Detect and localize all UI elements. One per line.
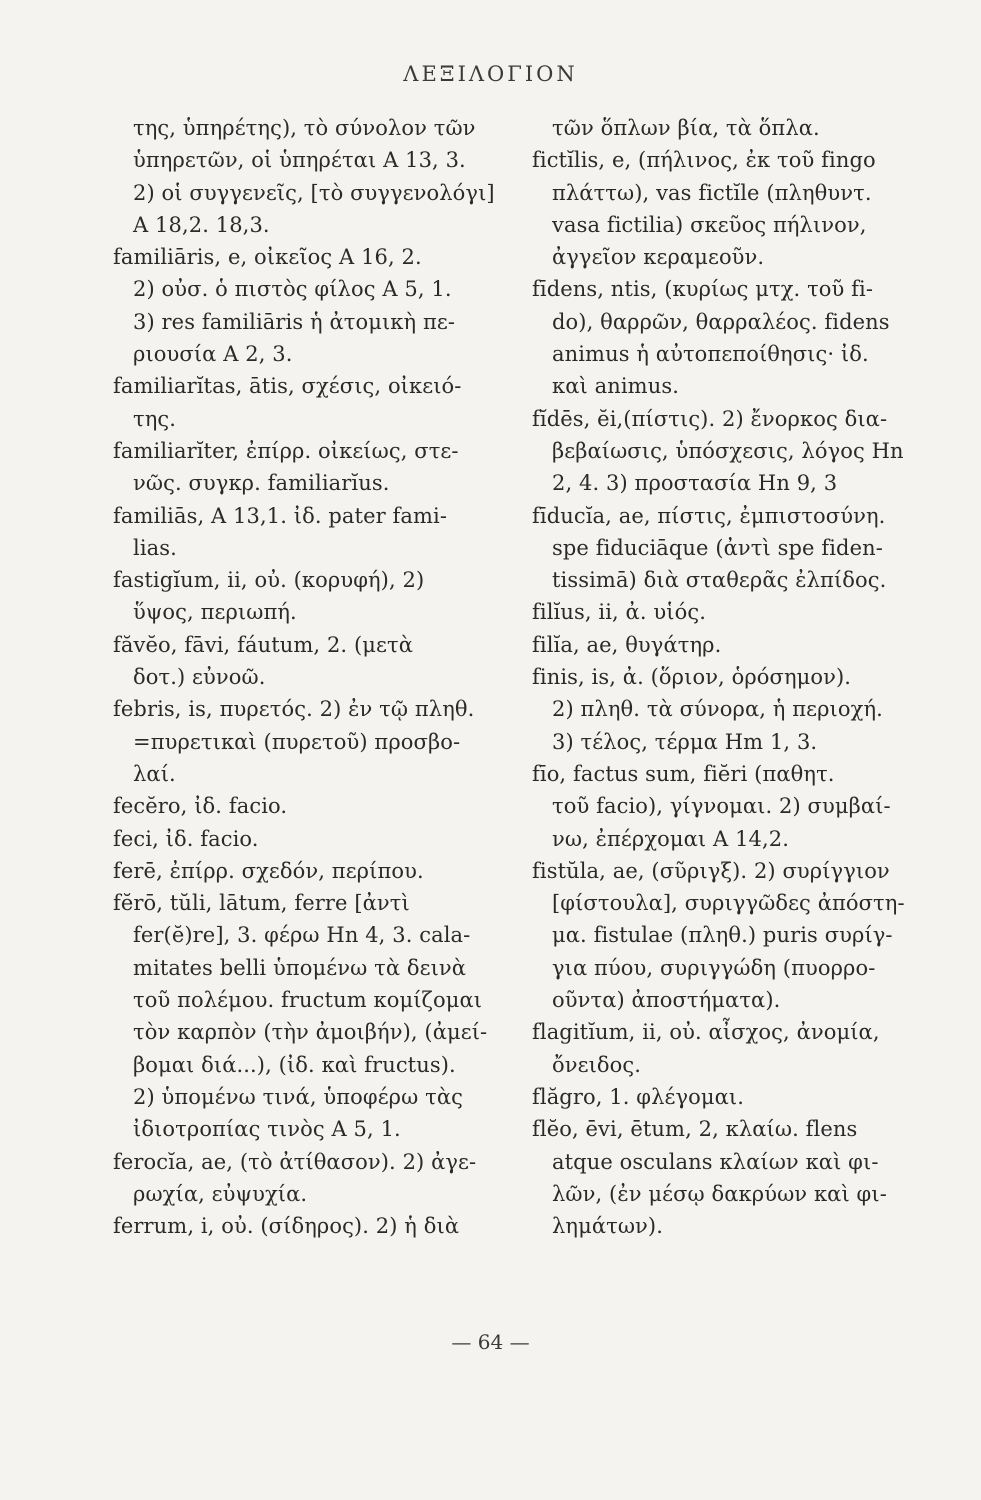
dictionary-line: ἰδιοτροπίας τινὸς Α 5, 1. <box>133 1117 401 1142</box>
dictionary-line: 2) ὑπομένω τινά, ὑποφέρω τὰς <box>133 1084 463 1109</box>
dictionary-line: fer(ĕ)re], 3. φέρω Ηn 4, 3. cala- <box>133 923 471 948</box>
dictionary-line: fīducĭa, ae, πίστις, ἐμπιστοσύνη. <box>532 503 886 528</box>
page-header-title: ΛΕΞΙΛΟΓΙΟΝ <box>403 62 578 86</box>
dictionary-line: ὕψος, περιωπή. <box>133 600 297 625</box>
dictionary-line: ριουσία Α 2, 3. <box>133 342 293 367</box>
dictionary-line: flăgro, 1. φλέγομαι. <box>532 1084 745 1109</box>
dictionary-line: για πύου, συριγγώδη (πυορρο- <box>552 955 876 980</box>
dictionary-line: familiās, Α 13,1. ἰδ. pater fami- <box>113 503 448 528</box>
dictionary-line: 3) res familiāris ἡ ἀτομικὴ πε- <box>133 309 456 334</box>
right-column <box>532 112 942 1242</box>
dictionary-line: οῦντα) ἀποστήματα). <box>552 988 781 1013</box>
dictionary-line: fistŭla, ae, (σῦριγξ). 2) συρίγγιον <box>532 858 890 883</box>
dictionary-line: familiarĭtas, ātis, σχέσις, οἰκειό- <box>113 374 462 399</box>
dictionary-line: 2) οἱ συγγενεῖς, [τὸ συγγενολόγι] <box>133 180 495 205</box>
dictionary-line: της, ὑπηρέτης), τὸ σύνολον τῶν <box>133 116 476 140</box>
page-number: — 64 — <box>451 1330 530 1354</box>
dictionary-line: ρωχία, εὐψυχία. <box>133 1181 308 1206</box>
dictionary-line: ἀγγεῖον κεραμεοῦν. <box>552 245 765 270</box>
dictionary-line: ferē, ἐπίρρ. σχεδόν, περίπου. <box>113 858 424 883</box>
dictionary-line: δοτ.) εὐνοῶ. <box>133 665 266 690</box>
dictionary-line: τοῦ facio), γίγνομαι. 2) συμβαί- <box>552 794 891 819</box>
dictionary-line: λημάτων). <box>552 1214 663 1239</box>
dictionary-line: do), θαρρῶν, θαρραλέος. fidens <box>552 309 890 334</box>
dictionary-line: νῶς. συγκρ. familiarĭus. <box>133 471 390 496</box>
dictionary-line: filĭa, ae, θυγάτηρ. <box>532 632 722 657</box>
dictionary-line: Α 18,2. 18,3. <box>133 212 270 237</box>
dictionary-line: lias. <box>133 535 177 560</box>
dictionary-line: τοῦ πολέμου. fructum κομίζομαι <box>133 988 483 1013</box>
dictionary-line: ferrum, i, οὐ. (σίδηρος). 2) ἡ διὰ <box>113 1214 460 1239</box>
dictionary-line: fīo, factus sum, fiĕri (παθητ. <box>532 761 835 786</box>
dictionary-line: 2, 4. 3) προστασία Ηn 9, 3 <box>552 471 838 496</box>
dictionary-line: λαί. <box>133 761 176 786</box>
dictionary-line: flagitĭum, ii, οὐ. αἶσχος, ἀνομία, <box>532 1020 880 1045</box>
dictionary-line: τῶν ὅπλων βία, τὰ ὅπλα. <box>552 116 820 140</box>
dictionary-line: familiāris, e, οἰκεῖος Α 16, 2. <box>113 245 422 270</box>
dictionary-line: fecĕro, ἰδ. facio. <box>113 794 288 819</box>
dictionary-line: μα. fistulae (πληθ.) puris συρίγ- <box>552 923 893 948</box>
dictionary-line: atque osculans κλαίων καὶ φι- <box>552 1149 879 1174</box>
dictionary-line: νω, ἐπέρχομαι Α 14,2. <box>552 826 790 851</box>
dictionary-line: spe fiduciāque (ἀντὶ spe fiden- <box>552 535 883 560</box>
dictionary-line: finis, is, ἀ. (ὅριον, ὁρόσημον). <box>532 665 852 690</box>
dictionary-line: tissimā) διὰ σταθερᾶς ἐλπίδος. <box>552 568 887 593</box>
dictionary-line: vasa fictilia) σκεῦος πήλινον, <box>552 212 867 237</box>
dictionary-line: fĭdēs, ĕi,(πίστις). 2) ἔνορκος δια- <box>532 406 888 431</box>
dictionary-line: τὸν καρπὸν (τὴν ἀμοιβήν), (ἀμεί- <box>133 1020 488 1045</box>
dictionary-line: familiarĭter, ἐπίρρ. οἰκείως, στε- <box>113 438 459 463</box>
left-column <box>113 112 513 1242</box>
dictionary-line: λῶν, (ἐν μέσῳ δακρύων καὶ φι- <box>552 1181 887 1206</box>
dictionary-line: feci, ἰδ. facio. <box>113 826 259 851</box>
dictionary-line: ὄνειδος. <box>552 1052 642 1077</box>
dictionary-line: πλάττω), vas fictĭle (πληθυντ. <box>552 180 872 205</box>
dictionary-line: =πυρετικαὶ (πυρετοῦ) προσβο- <box>133 729 461 754</box>
dictionary-line: fīdens, ntis, (κυρίως μτχ. τοῦ fi- <box>532 277 874 302</box>
dictionary-line: 3) τέλος, τέρμα Ηm 1, 3. <box>552 729 818 754</box>
dictionary-line: βεβαίωσις, ὑπόσχεσις, λόγος Ηn <box>552 438 904 463</box>
dictionary-line: 2) πληθ. τὰ σύνορα, ἡ περιοχή. <box>552 697 883 722</box>
dictionary-line: ὑπηρετῶν, οἱ ὑπηρέται Α 13, 3. <box>133 148 466 173</box>
dictionary-line: ferocĭa, ae, (τὸ ἀτίθασον). 2) ἀγε- <box>113 1149 477 1174</box>
dictionary-line: [φίστουλα], συριγγῶδες ἀπόστη- <box>552 891 905 916</box>
dictionary-line: febris, is, πυρετός. 2) ἐν τῷ πληθ. <box>113 697 475 722</box>
dictionary-line: fictĭlis, e, (πήλινος, ἐκ τοῦ fingo <box>532 148 876 173</box>
dictionary-line: fĕrō, tŭli, lātum, ferre [ἀντὶ <box>113 891 410 916</box>
dictionary-line: fastigĭum, ii, οὐ. (κορυφή), 2) <box>113 568 425 593</box>
dictionary-line: βομαι διά...), (ἰδ. καὶ fructus). <box>133 1052 456 1077</box>
dictionary-line: filĭus, ii, ἀ. υἱός. <box>532 600 706 625</box>
dictionary-line: της. <box>133 406 177 431</box>
dictionary-line: καὶ animus. <box>552 374 679 399</box>
dictionary-line: flĕo, ēvi, ētum, 2, κλαίω. flens <box>532 1117 858 1142</box>
dictionary-line: făvĕo, fāvi, fáutum, 2. (μετὰ <box>113 632 413 657</box>
dictionary-line: animus ἡ αὐτοπεποίθησις· ἰδ. <box>552 342 869 367</box>
dictionary-line: 2) οὐσ. ὁ πιστὸς φίλος Α 5, 1. <box>133 277 452 302</box>
dictionary-line: mitates belli ὑπομένω τὰ δεινὰ <box>133 955 467 980</box>
